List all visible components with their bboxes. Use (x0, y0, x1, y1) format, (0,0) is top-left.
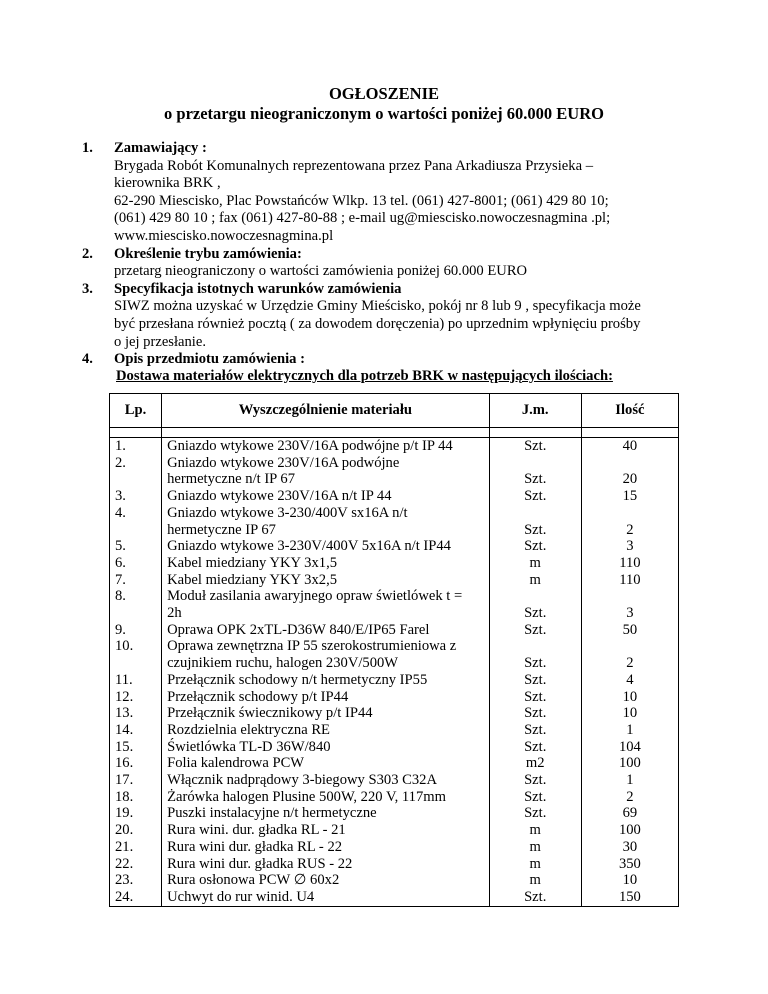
row-number: 11. (115, 671, 133, 688)
row-unit: Szt. (524, 671, 547, 688)
row-number: 20. (115, 822, 134, 839)
row-unit: Szt. (524, 655, 547, 672)
row-unit: Szt. (524, 888, 547, 905)
section-text-line: Brygada Robót Komunalnych reprezentowana przez Pana Arkadiusza Przysieka – (114, 157, 593, 174)
row-description: 2h (167, 605, 182, 622)
row-description: Folia kalendrowa PCW (167, 755, 305, 772)
row-quantity: 110 (619, 571, 641, 588)
row-description: Kabel miedziany YKY 3x2,5 (167, 571, 338, 588)
row-filler (582, 505, 678, 522)
row-description: Gniazdo wtykowe 3-230/400V sx16A n/t (167, 504, 408, 521)
row-quantity: 3 (626, 605, 634, 622)
row-quantity: 10 (622, 705, 638, 722)
row-number: 22. (115, 855, 134, 872)
row-quantity: 2 (626, 655, 634, 672)
row-description: Oprawa zewnętrzna IP 55 szerokostrumieniowa z (167, 638, 457, 655)
row-description: Przełącznik świecznikowy p/t IP44 (167, 705, 373, 722)
document-title: OGŁOSZENIE (328, 84, 440, 103)
section-heading: Określenie trybu zamówienia: (114, 245, 302, 262)
row-filler (582, 455, 678, 472)
section-number: 1. (82, 140, 93, 156)
row-unit: Szt. (524, 538, 547, 555)
row-description: Włącznik nadprądowy 3-biegowy S303 C32A (167, 772, 438, 789)
row-description: Rozdzielnia elektryczna RE (167, 721, 330, 738)
row-filler (110, 471, 161, 488)
row-number: 15. (115, 738, 134, 755)
table-heading: Dostawa materiałów elektrycznych dla potrzeb BRK w następujących ilościach: (116, 368, 613, 384)
section-2 (82, 246, 702, 281)
row-filler (582, 638, 678, 655)
row-description: Uchwyt do rur winid. U4 (167, 888, 315, 905)
row-number: 21. (115, 838, 134, 855)
row-filler (490, 505, 581, 522)
row-unit: m (529, 571, 541, 588)
table-spacer-row (110, 428, 679, 438)
row-quantity: 20 (622, 471, 638, 488)
section-text-line: www.miescisko.nowoczesnagmina.pl (114, 227, 334, 244)
row-number: 2. (115, 454, 126, 471)
section-text-line: 62-290 Miescisko, Plac Powstańców Wlkp. 13 tel. (061) 427-8001; (061) 429 80 10; (114, 192, 609, 209)
section-text-line: (061) 429 80 10 ; fax (061) 427-80-88 ; e-mail ug@miescisko.nowoczesnagmina .pl; (114, 210, 611, 227)
section-number: 3. (82, 280, 93, 297)
row-quantity: 1 (626, 721, 634, 738)
header-quantity: Ilość (581, 394, 678, 428)
row-number: 18. (115, 788, 134, 805)
row-unit: Szt. (524, 721, 547, 738)
row-number: 6. (115, 554, 126, 571)
row-quantity: 10 (622, 872, 638, 889)
row-quantity: 40 (622, 438, 638, 454)
row-number: 1. (115, 438, 126, 454)
section-number: 2. (82, 245, 93, 262)
row-description: Puszki instalacyjne n/t hermetyczne (167, 805, 377, 822)
row-description: Świetlówka TL-D 36W/840 (167, 738, 331, 755)
row-filler (582, 588, 678, 605)
row-description: Rura wini dur. gładka RUS - 22 (167, 855, 353, 872)
row-description: Gniazdo wtykowe 230V/16A podwójne p/t IP 44 (167, 438, 453, 454)
row-unit: Szt. (524, 605, 547, 622)
row-description: Gniazdo wtykowe 3-230V/400V 5x16A n/t IP44 (167, 538, 451, 555)
section-text-line: przetarg nieograniczony o wartości zamówienia poniżej 60.000 EURO (114, 263, 528, 280)
row-number: 17. (115, 772, 134, 789)
row-number: 13. (115, 705, 134, 722)
row-quantity: 104 (618, 738, 641, 755)
row-quantity: 100 (618, 822, 641, 839)
row-unit: m (529, 872, 541, 889)
row-unit: Szt. (524, 688, 547, 705)
sections-list (82, 140, 702, 369)
row-unit: Szt. (524, 705, 547, 722)
row-quantity: 110 (619, 554, 641, 571)
header-description: Wyszczególnienie materiału (162, 394, 490, 428)
row-number: 5. (115, 538, 126, 555)
section-text-line: kierownika BRK , (114, 175, 221, 192)
row-unit: m (529, 554, 541, 571)
row-description: czujnikiem ruchu, halogen 230V/500W (167, 655, 399, 672)
header-unit: J.m. (489, 394, 581, 428)
row-filler (110, 605, 161, 622)
section-heading: Specyfikacja istotnych warunków zamówienia (114, 280, 402, 297)
row-filler (110, 655, 161, 672)
row-unit: Szt. (524, 788, 547, 805)
section-4 (82, 351, 702, 369)
row-number: 7. (115, 571, 126, 588)
row-quantity: 10 (622, 688, 638, 705)
unit-column (489, 438, 581, 907)
row-quantity: 2 (626, 788, 634, 805)
row-number: 12. (115, 688, 134, 705)
row-unit: m (529, 822, 541, 839)
document-subtitle: o przetargu nieograniczonym o wartości poniżej 60.000 EURO (164, 104, 604, 123)
row-quantity: 30 (622, 838, 638, 855)
description-column (162, 438, 490, 907)
row-description: Gniazdo wtykowe 230V/16A n/t IP 44 (167, 488, 392, 505)
row-quantity: 4 (626, 671, 634, 688)
section-heading: Opis przedmiotu zamówienia : (114, 351, 305, 368)
row-filler (490, 455, 581, 472)
row-number: 16. (115, 755, 134, 772)
row-filler (490, 588, 581, 605)
row-number: 14. (115, 721, 134, 738)
row-quantity: 2 (626, 521, 634, 538)
row-description: Rura wini. dur. gładka RL - 21 (167, 822, 346, 839)
row-number: 3. (115, 488, 126, 505)
row-number: 24. (115, 888, 134, 905)
row-filler (110, 522, 161, 539)
row-number: 8. (115, 588, 126, 605)
row-unit: m2 (525, 755, 545, 772)
row-description: Kabel miedziany YKY 3x1,5 (167, 554, 338, 571)
row-unit: Szt. (524, 738, 547, 755)
row-description: Żarówka halogen Plusine 500W, 220 V, 117mm (167, 788, 446, 805)
section-number: 4. (82, 351, 93, 368)
row-number: 10. (115, 638, 134, 655)
lp-column (110, 438, 162, 907)
row-description: Gniazdo wtykowe 230V/16A podwójne (167, 454, 400, 471)
row-unit: m (529, 855, 541, 872)
row-quantity: 350 (618, 855, 641, 872)
row-description: Rura wini dur. gładka RL - 22 (167, 838, 343, 855)
row-unit: Szt. (524, 772, 547, 789)
row-number: 9. (115, 621, 126, 638)
row-quantity: 15 (622, 488, 638, 505)
quantity-column (581, 438, 678, 907)
row-unit: Szt. (524, 521, 547, 538)
row-filler (490, 638, 581, 655)
row-quantity: 1 (626, 772, 634, 789)
row-description: hermetyczne n/t IP 67 (167, 471, 296, 488)
row-quantity: 50 (622, 621, 638, 638)
row-unit: Szt. (524, 438, 547, 454)
row-quantity: 3 (626, 538, 634, 555)
row-number: 19. (115, 805, 134, 822)
row-number: 4. (115, 504, 126, 521)
row-description: Oprawa OPK 2xTL-D36W 840/E/IP65 Farel (167, 621, 430, 638)
row-quantity: 100 (618, 755, 641, 772)
materials-table (109, 393, 679, 907)
row-quantity: 150 (618, 888, 641, 905)
row-unit: Szt. (524, 621, 547, 638)
section-3 (82, 281, 702, 351)
row-description: hermetyczne IP 67 (167, 521, 276, 538)
section-text-line: SIWZ można uzyskać w Urzędzie Gminy Mieścisko, pokój nr 8 lub 9 , specyfikacja może (114, 298, 641, 315)
row-description: Moduł zasilania awaryjnego opraw świetlówek t = (167, 588, 463, 605)
row-description: Przełącznik schodowy n/t hermetyczny IP55 (167, 671, 428, 688)
row-number: 23. (115, 872, 134, 889)
row-unit: m (529, 838, 541, 855)
row-description: Rura osłonowa PCW ∅ 60x2 (167, 872, 340, 889)
header-lp: Lp. (110, 394, 162, 428)
row-description: Przełącznik schodowy p/t IP44 (167, 688, 349, 705)
row-unit: Szt. (524, 488, 547, 505)
section-heading: Zamawiający : (114, 140, 207, 156)
row-unit: Szt. (524, 471, 547, 488)
row-quantity: 69 (622, 805, 638, 822)
table-body-row (110, 438, 679, 907)
section-1 (82, 140, 702, 246)
section-text-line: o jej przesłanie. (114, 333, 206, 350)
row-unit: Szt. (524, 805, 547, 822)
table-header-row (110, 394, 679, 428)
section-text-line: być przesłana również pocztą ( za dowodem doręczenia) po uprzednim wpłynięciu prośby (114, 315, 641, 332)
